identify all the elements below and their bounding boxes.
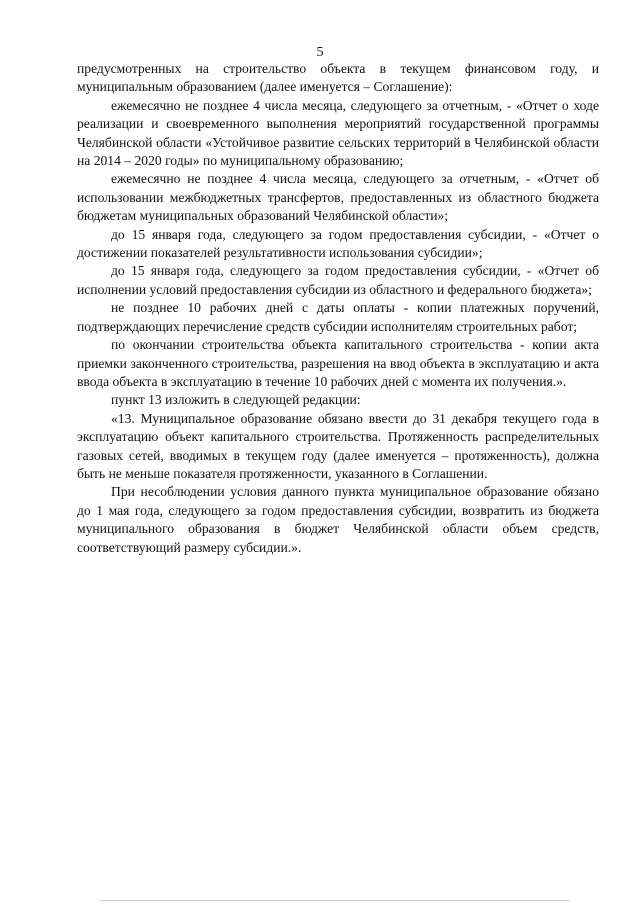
page-bottom-rule: [100, 900, 570, 901]
paragraph: до 15 января года, следующего за годом предоставления субсидии, - «Отчет о достижении показателей результативности использования субсидии»;: [77, 226, 599, 261]
paragraph: ежемесячно не позднее 4 числа месяца, следующего за отчетным, - «Отчет о ходе реализации и своевременного выполнения мероприятий государственной программы Челябинской области «Устойчивое развитие сельских территорий в Челябинской области на 2014 – 2020 годы» по муниципальному образованию;: [77, 97, 599, 169]
page-number: 5: [316, 45, 324, 60]
paragraph: При несоблюдении условия данного пункта муниципальное образование обязано до 1 мая года, следующего за годом предоставления субсидии, возвратить из бюджета муниципального образования в бюджет Челябинской области объем средств, соответствующий размеру субсидии.».: [77, 484, 599, 555]
paragraph: до 15 января года, следующего за годом предоставления субсидии, - «Отчет об исполнении условий предоставления субсидии из областного и федерального бюджета»;: [77, 263, 599, 297]
paragraph: пункт 13 изложить в следующей редакции:: [111, 392, 361, 408]
paragraph: «13. Муниципальное образование обязано ввести до 31 декабря текущего года в эксплуатацию объект капитального строительства. Протяженность распределительных газовых сетей, вводимых в текущем году (далее именуется – протяженность), должна быть не меньше показателя протяженности, указанного в Соглашении.: [77, 410, 599, 481]
paragraph: предусмотренных на строительство объекта в текущем финансовом году, и муниципальным образованием (далее именуется – Соглашение):: [77, 61, 599, 95]
paragraph: ежемесячно не позднее 4 числа месяца, следующего за отчетным, - «Отчет об использовании межбюджетных трансфертов, предоставленных из областного бюджета бюджетам муниципальных образований Челябинской области»;: [77, 171, 599, 224]
paragraph: по окончании строительства объекта капитального строительства - копии акта приемки законченного строительства, разрешения на ввод объекта в эксплуатацию и акта ввода объекта в эксплуатацию в течение 10 рабочих дней с момента их получения.».: [77, 337, 599, 389]
document-body: [77, 60, 599, 557]
paragraph: не позднее 10 рабочих дней с даты оплаты - копии платежных поручений, подтверждающих перечисление средств субсидии исполнителям строительных работ;: [77, 300, 599, 334]
